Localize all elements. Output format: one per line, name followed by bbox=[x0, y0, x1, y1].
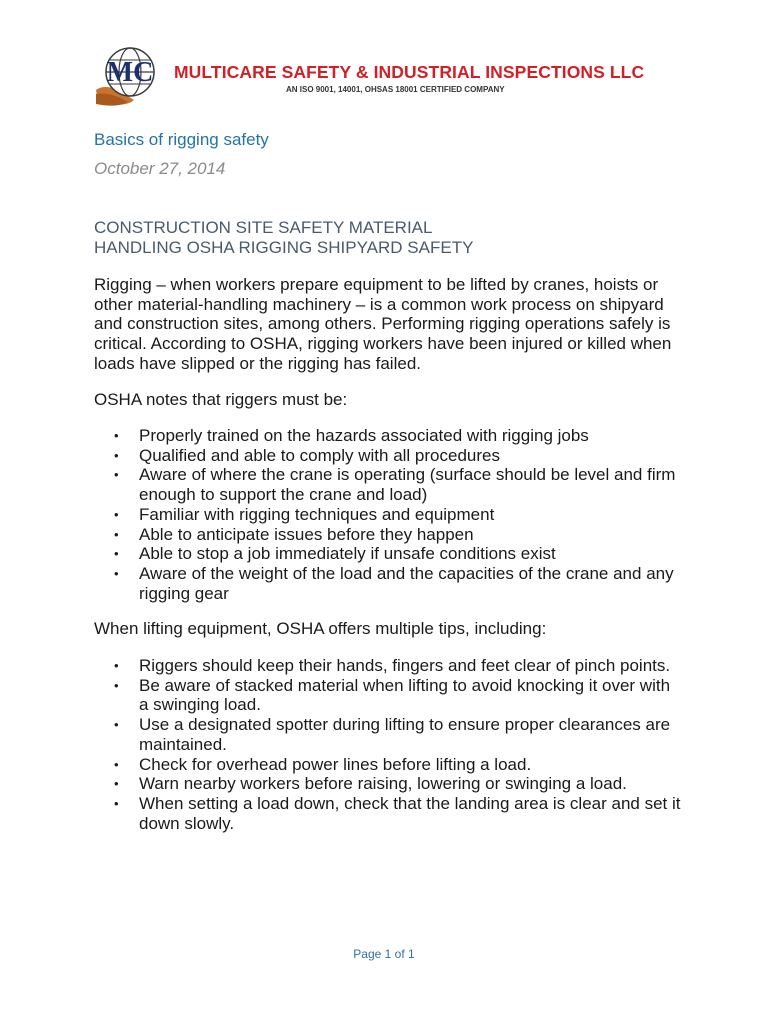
list-item: • Aware of the weight of the load and the capacities of the crane and any rigging gear bbox=[114, 563, 674, 603]
bullet-icon: • bbox=[114, 467, 119, 483]
lifting-tips-list bbox=[94, 656, 684, 833]
list-item: • Able to stop a job immediately if unsafe conditions exist bbox=[114, 544, 556, 564]
company-logo bbox=[94, 44, 170, 108]
article-tags bbox=[94, 218, 473, 258]
bullet-icon: • bbox=[114, 776, 119, 792]
bullet-icon: • bbox=[114, 658, 119, 673]
list-item: • Riggers should keep their hands, fingers and feet clear of pinch points. bbox=[114, 656, 671, 675]
bullet-icon: • bbox=[114, 756, 119, 772]
bullet-icon: • bbox=[114, 447, 119, 463]
bullet-icon: • bbox=[114, 717, 119, 733]
bullet-icon: • bbox=[114, 506, 119, 522]
list-item: • Qualified and able to comply with all procedures bbox=[114, 445, 500, 465]
article-date: October 27, 2014 bbox=[94, 159, 226, 178]
intro-paragraph: Rigging – when workers prepare equipment to be lifted by cranes, hoists or other material-handling machinery – is a common work process on shipyard and construction sites, among others. Performing rigging operations safely is critical. According to OSHA, rigging workers have been injured or killed when loads have slipped or the rigging has failed. bbox=[94, 275, 672, 373]
list-item: • Warn nearby workers before raising, lowering or swinging a load. bbox=[114, 774, 627, 794]
page-number: Page 1 of 1 bbox=[353, 947, 415, 961]
bullet-icon: • bbox=[114, 565, 119, 581]
company-name: MULTICARE SAFETY & INDUSTRIAL INSPECTIONS LLC bbox=[174, 62, 645, 82]
list-item: • Able to anticipate issues before they happen bbox=[114, 524, 474, 544]
letterhead bbox=[94, 44, 694, 110]
bullet-icon: • bbox=[114, 546, 119, 562]
list-item: • When setting a load down, check that the landing area is clear and set it down slowly. bbox=[114, 793, 681, 833]
tags-line: CONSTRUCTION SITE SAFETY MATERIAL bbox=[94, 218, 433, 237]
logo-text: MC bbox=[106, 57, 154, 88]
riggers-intro: OSHA notes that riggers must be: bbox=[94, 390, 348, 409]
lifting-intro: When lifting equipment, OSHA offers multiple tips, including: bbox=[94, 619, 547, 638]
bullet-icon: • bbox=[114, 677, 119, 693]
company-tagline: AN ISO 9001, 14001, OHSAS 18001 CERTIFIED COMPANY bbox=[286, 85, 505, 94]
list-item: • Be aware of stacked material when lifting to avoid knocking it over with a swinging load. bbox=[114, 675, 671, 715]
bullet-icon: • bbox=[114, 795, 119, 811]
bullet-icon: • bbox=[114, 428, 119, 443]
article-title: Basics of rigging safety bbox=[94, 130, 269, 149]
tags-line: HANDLING OSHA RIGGING SHIPYARD SAFETY bbox=[94, 238, 474, 257]
list-item: • Familiar with rigging techniques and equipment bbox=[114, 504, 495, 524]
riggers-list bbox=[94, 426, 684, 603]
list-item: • Aware of where the crane is operating (surface should be level and firm enough to support the crane and load) bbox=[114, 465, 676, 505]
list-item: • Use a designated spotter during lifting to ensure proper clearances are maintained. bbox=[114, 715, 671, 754]
list-item: • Properly trained on the hazards associated with rigging jobs bbox=[114, 426, 589, 445]
bullet-icon: • bbox=[114, 526, 119, 542]
list-item: • Check for overhead power lines before lifting a load. bbox=[114, 754, 532, 774]
